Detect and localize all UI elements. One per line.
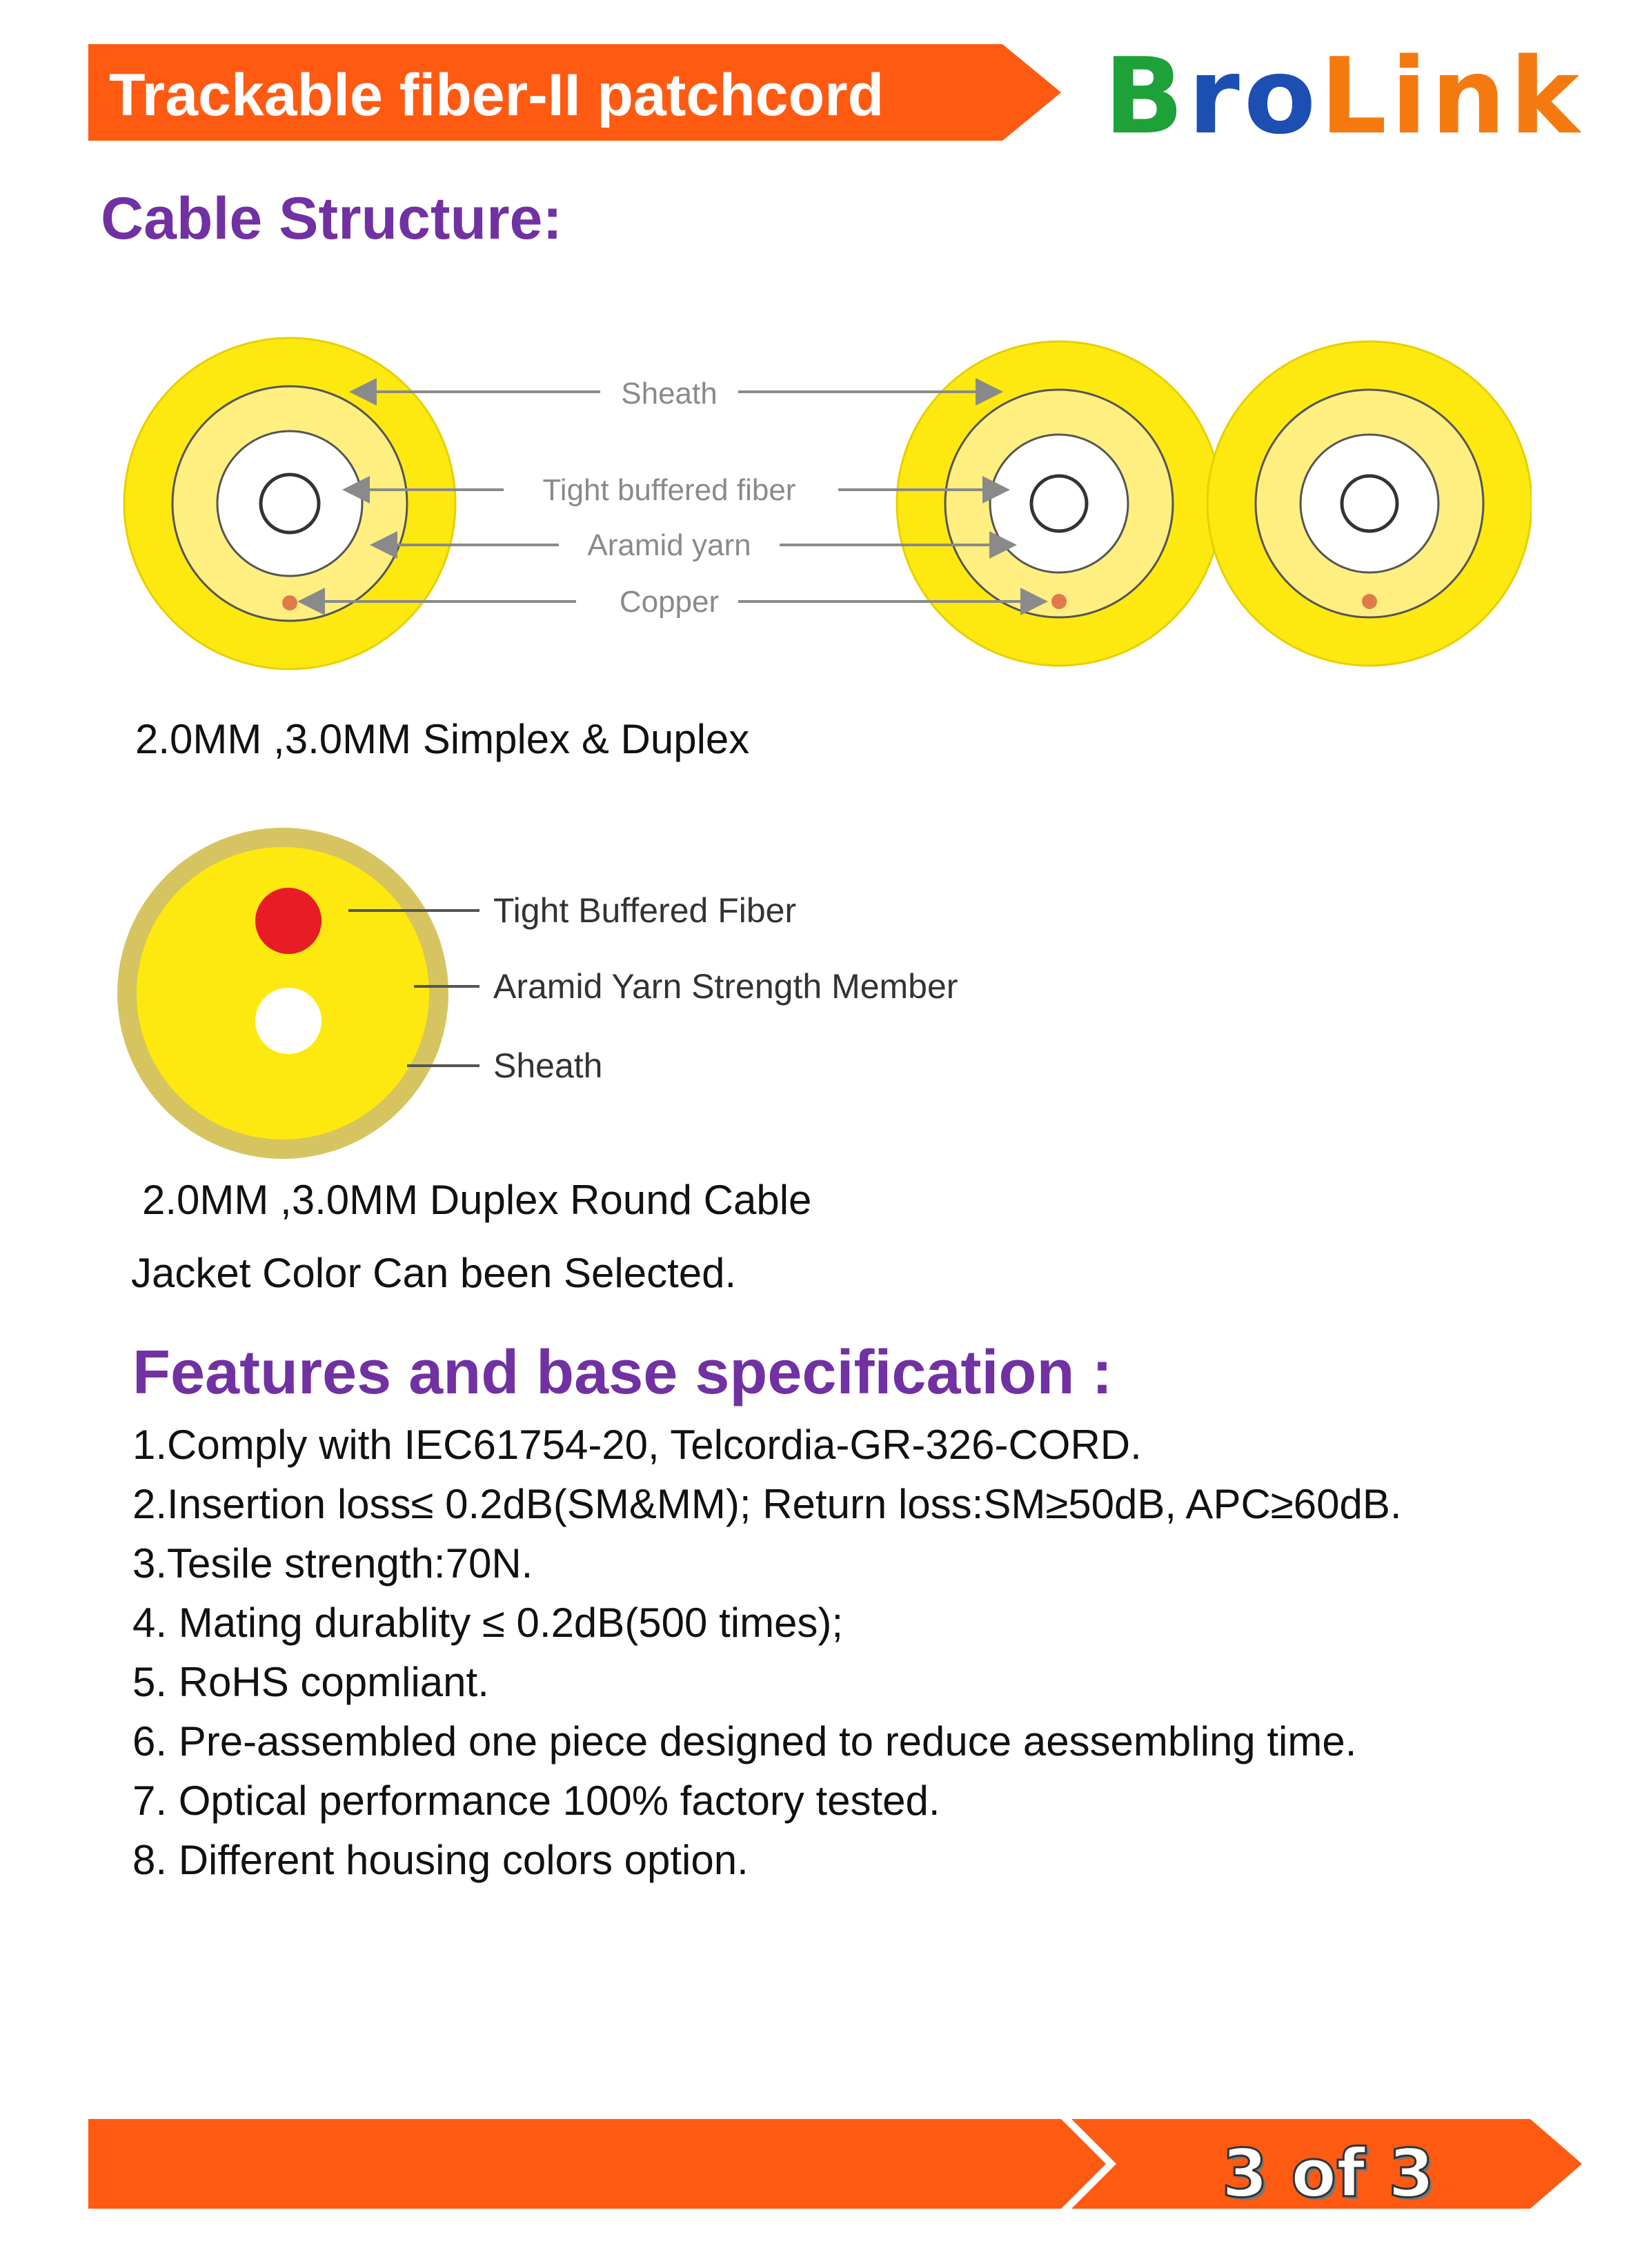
spec-item: 1.Comply with IEC61754-20, Telcordia-GR-326-CORD. — [132, 1422, 1142, 1468]
label-aramid-yarn: Aramid yarn — [587, 528, 751, 562]
label-tight-buffered-fiber-round: Tight Buffered Fiber — [493, 891, 797, 930]
simplex-cable-icon — [124, 338, 455, 669]
spec-item: 7. Optical performance 100% factory tested. — [132, 1778, 940, 1824]
spec-item: 3.Tesile strength:70N. — [132, 1540, 533, 1586]
spec-item: 6. Pre-assembled one piece designed to reduce aessembling time. — [132, 1718, 1357, 1764]
page-indicator: 3 of 3 — [1221, 2135, 1435, 2212]
duplex-cable-left-icon — [897, 341, 1221, 666]
label-sheath-round: Sheath — [493, 1046, 603, 1085]
round-cable-icon — [117, 828, 448, 1159]
duplex-round-cable-diagram — [110, 824, 1042, 1162]
spec-item: 5. RoHS copmliant. — [132, 1659, 489, 1705]
spec-item: 8. Different housing colors option. — [132, 1837, 749, 1883]
spec-item: 2.Insertion loss≤ 0.2dB(SM&MM); Return loss:SM≥50dB, APC≥60dB. — [132, 1481, 1402, 1527]
caption-jacket-color: Jacket Color Can been Selected. — [131, 1250, 737, 1296]
label-tight-buffered-fiber: Tight buffered fiber — [542, 473, 796, 507]
duplex-cable-right-icon — [1207, 341, 1532, 666]
label-sheath: Sheath — [621, 377, 718, 410]
label-copper: Copper — [619, 585, 720, 619]
spec-item: 4. Mating durablity ≤ 0.2dB(500 times); — [132, 1600, 844, 1646]
caption-simplex-duplex: 2.0MM ,3.0MM Simplex & Duplex — [135, 716, 750, 762]
page-title: Trackable fiber-II patchcord — [109, 62, 884, 128]
cable-structure-heading: Cable Structure: — [101, 186, 563, 252]
simplex-duplex-diagram — [117, 331, 1532, 690]
spec-list — [132, 1415, 1402, 1890]
label-aramid-yarn-strength-member: Aramid Yarn Strength Member — [493, 967, 958, 1006]
brolink-logo: BroLink — [1104, 35, 1584, 157]
features-heading: Features and base specification : — [132, 1338, 1113, 1407]
caption-duplex-round: 2.0MM ,3.0MM Duplex Round Cable — [142, 1177, 812, 1223]
